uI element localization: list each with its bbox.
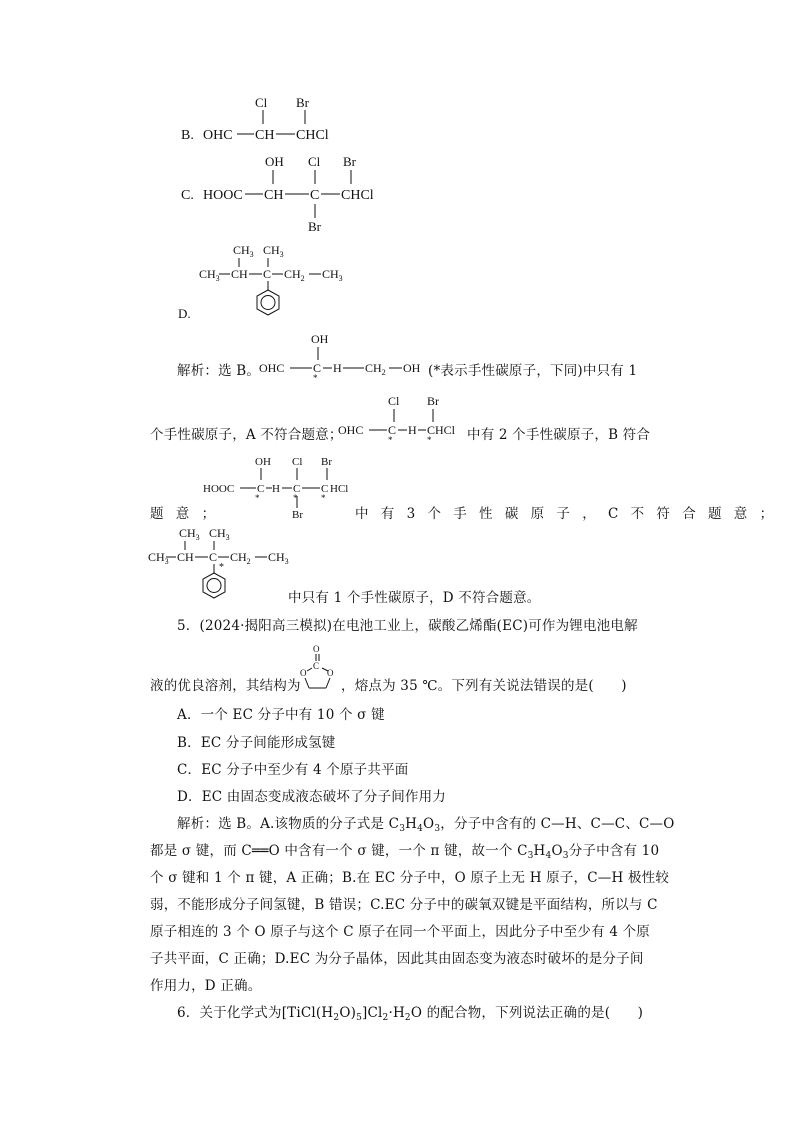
svg-text:Br: Br <box>321 456 332 468</box>
svg-text:C: C <box>388 423 397 437</box>
molecule-d-chiral <box>145 523 310 607</box>
question5-line1: 5．(2024·揭阳高三模拟)在电池工业上，碳酸乙烯酯(EC)可作为锂电池电解 <box>177 618 638 634</box>
answer5-line4: 弱，不能形成分子间氢键，B 错误；C.EC 分子中的碳氧双键是平面结构，所以与 C <box>150 897 658 913</box>
svg-text:*: * <box>219 562 224 573</box>
answer4-line3a: 题 意 ； <box>150 506 220 522</box>
svg-text:O: O <box>327 668 334 678</box>
option5-b: B．EC 分子间能形成氢键 <box>177 735 336 751</box>
svg-text:*: * <box>293 493 298 503</box>
option5-a: A．一个 EC 分子中有 10 个 σ 键 <box>177 707 385 723</box>
svg-text:C: C <box>313 361 322 375</box>
option-b-label: B. <box>181 128 194 142</box>
svg-text:CH: CH <box>264 188 284 203</box>
answer4-line4: 中只有 1 个手性碳原子，D 不符合题意。 <box>288 590 541 606</box>
svg-text:CH2: $CH_2$ <box>230 550 251 566</box>
svg-text:OH: OH <box>265 154 284 169</box>
svg-text:Cl: Cl <box>292 456 303 468</box>
svg-text:*: * <box>321 493 326 503</box>
molecule-c-chiral <box>200 452 360 522</box>
answer5-line7: 作用力，D 正确。 <box>150 978 262 994</box>
svg-text:CH3: $CH_3$ <box>199 267 220 283</box>
svg-text:C: C <box>209 550 218 564</box>
svg-text:CH3: $CH_3$ <box>233 243 254 259</box>
answer5-line1: 解析：选 B。A.该物质的分子式是 $C_3H_4O_3$，分子中含有的 C—H、C—C、C—O <box>177 816 675 834</box>
svg-text:Cl: Cl <box>308 154 321 169</box>
svg-text:Cl: Cl <box>388 394 400 408</box>
svg-text:C: C <box>257 483 265 495</box>
svg-text:CH2: $CH_2$ <box>365 361 386 377</box>
svg-text:O: O <box>313 644 320 654</box>
svg-text:*: * <box>255 493 260 503</box>
answer5-line2: 都是 σ 键，而 C══O 中含有一个 σ 键，一个 π 键，故一个 $C_3H_4O_3$分子中含有 10 <box>150 843 660 861</box>
svg-text:O: O <box>300 668 307 678</box>
structure-c <box>175 150 395 240</box>
answer4-line3b: 中 有 3 个 手 性 碳 原 子 ， C 不 符 合 题 意 ； <box>355 506 778 522</box>
svg-text:C: C <box>313 661 320 671</box>
structure-b <box>175 92 355 142</box>
svg-text:C: C <box>263 267 272 281</box>
svg-text:CH2: $CH_2$ <box>284 267 305 283</box>
question6: 6．关于化学式为$[TiCl(H_2O)_5]Cl_2\cdot H_2O$ 的配合物，下列说法正确的是( ) <box>177 1005 644 1023</box>
svg-text:Br: Br <box>343 154 356 169</box>
option5-c: C．EC 分子中至少有 4 个原子共平面 <box>177 762 409 778</box>
svg-text:*: * <box>313 373 318 382</box>
svg-text:CH3: $CH_3$ <box>148 550 169 566</box>
svg-text:C: C <box>293 483 301 495</box>
svg-text:Br: Br <box>427 394 439 408</box>
question5-line2b: ，熔点为 35 ℃。下列有关说法错误的是( ) <box>341 678 627 694</box>
answer4-line2a: 个手性碳原子，A 不符合题意； <box>150 427 343 443</box>
option-d-label: D. <box>178 306 191 321</box>
svg-text:Cl: Cl <box>255 95 268 110</box>
svg-text:CH3: $CH_3$ <box>263 243 284 259</box>
svg-text:CH: CH <box>231 267 248 281</box>
answer4-line1: 解析：选 B。 <box>177 363 261 379</box>
question5-line2a: 液的优良溶剂，其结构为 <box>150 678 301 694</box>
svg-text:*: * <box>388 435 393 444</box>
answer4-line2b: 中有 2 个手性碳原子，B 符合 <box>467 427 651 443</box>
svg-text:CH3: $CH_3$ <box>179 526 200 542</box>
svg-text:OHC: OHC <box>203 128 233 142</box>
svg-text:OH: OH <box>403 361 421 375</box>
answer4-note: (*表示手性碳原子，下同)中只有 1 <box>428 363 638 379</box>
svg-text:Br: Br <box>296 95 309 110</box>
svg-text:OH: OH <box>255 456 271 468</box>
svg-text:CH3: $CH_3$ <box>209 526 230 542</box>
svg-text:HOOC: HOOC <box>203 483 235 495</box>
svg-text:OHC: OHC <box>338 423 364 437</box>
svg-text:CHCl: CHCl <box>427 423 456 437</box>
svg-text:OH: OH <box>311 332 329 346</box>
answer5-line3: 个 σ 键和 1 个 π 键，A 正确；B.在 EC 分子中，O 原子上无 H 原子，C—H 极性较 <box>150 870 670 886</box>
svg-text:CHCl: CHCl <box>341 188 374 203</box>
svg-text:H: H <box>272 483 280 495</box>
svg-text:CH: CH <box>255 128 275 142</box>
svg-text:Br: Br <box>292 509 303 521</box>
answer5-line5: 原子相连的 3 个 O 原子与这个 C 原子在同一个平面上，因此分子中至少有 4 个原 <box>150 924 651 940</box>
svg-text:H: H <box>408 423 417 437</box>
molecule-ohc-choh-ch2oh <box>256 330 426 382</box>
svg-text:HOOC: HOOC <box>203 188 243 203</box>
svg-text:HCl: HCl <box>330 483 349 495</box>
svg-text:C: C <box>321 483 329 495</box>
svg-text:H: H <box>333 361 342 375</box>
option-c-label: C. <box>181 188 194 203</box>
structure-d <box>175 240 365 324</box>
molecule-b-chiral <box>335 392 470 444</box>
svg-text:C: C <box>310 188 320 203</box>
ec-structure <box>297 642 347 694</box>
svg-text:CH3: $CH_3$ <box>322 267 343 283</box>
answer5-line6: 子共平面，C 正确；D.EC 为分子晶体，因此其由固态变为液态时破坏的是分子间 <box>150 951 644 967</box>
svg-text:*: * <box>427 435 432 444</box>
svg-text:OHC: OHC <box>259 361 285 375</box>
svg-text:CH: CH <box>177 550 194 564</box>
svg-text:Br: Br <box>308 219 321 234</box>
svg-text:CH3: $CH_3$ <box>268 550 289 566</box>
option5-d: D．EC 由固态变成液态破坏了分子间作用力 <box>177 789 446 805</box>
svg-text:CHCl: CHCl <box>296 128 329 142</box>
